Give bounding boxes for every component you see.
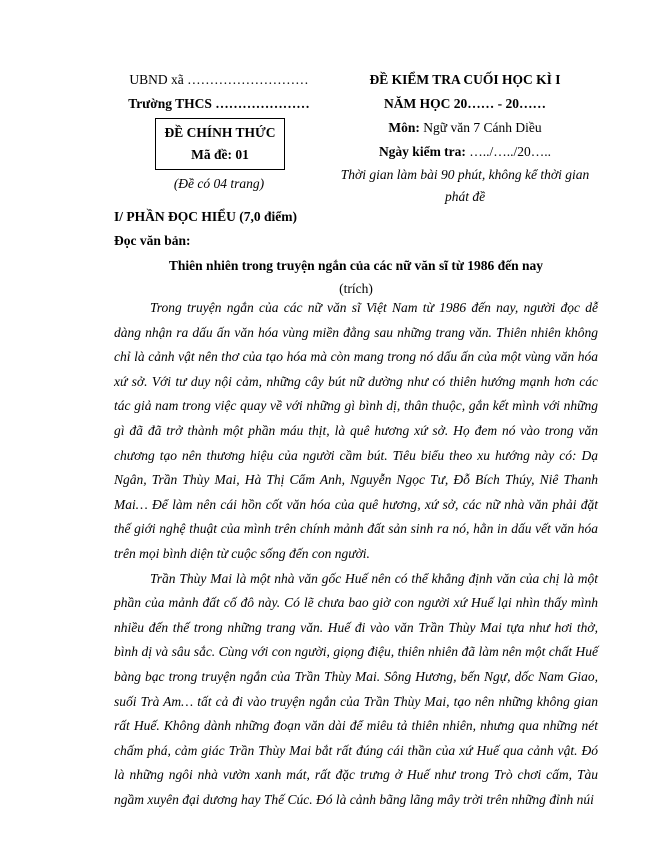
subject-value: Ngữ văn 7 Cánh Diều [419,120,542,135]
read-label: Đọc văn bản: [114,233,191,248]
essay-paragraph: Trần Thùy Mai là một nhà văn gốc Huế nên có thể khẳng định văn của chị là một phần của mảnh đất cố đô này. Có lẽ chưa bao giờ con người xứ Huế lại nhìn thấy mình nhiều đến thế trong những trang văn. Huế đi vào văn Trần Thùy Mai tựa như hơi thở, bình dị và sâu sắc. Cùng với con người, giọng điệu, thiên nhiên đã làm nên một chất Huế bàng bạc trong truyện ngắn của Trần Thùy Mai. Sông Hương, bến Ngự, dốc Nam Giao, suối Trà Am… tất cả đi vào truyện ngắn của Trần Thùy Mai, tạo nên những không gian rất Huế. Không dành những đoạn văn dài để miêu tả thiên nhiên, nhưng qua những nét chấm phá, cảm giác Trần Thùy Mai bắt rất đúng cái thần của xứ Huế qua cảnh vật. Đó là những ngôi nhà vườn xanh mát, rất đặc trưng ở Huế như trong Trò chơi cấm, Tàu ngầm xuyên đại dương hay Thế Cúc. Đó là cảnh bãng lãng mây trời trên những đỉnh núi [114,570,598,807]
official-label: ĐỀ CHÍNH THỨC [164,125,276,140]
date-line [330,140,600,164]
commune-line: UBND xã ……………………… [129,72,309,87]
exam-code: Mã đề: 01 [191,147,249,162]
essay-paragraph: Trong truyện ngắn của các nữ văn sĩ Việt Nam từ 1986 đến nay, người đọc dễ dàng nhận ra dấu ấn văn hóa vùng miền đằng sau những trang văn. Thiên nhiên không chỉ là cảnh vật nên thơ của tạo hóa mà còn mang trong nó dấu ấn của một vùng văn hóa xứ sở. Với tư duy nội cảm, những cây bút nữ dường như có thiên hướng mạnh hơn các tác giả nam trong việc quay về với những gì bình dị, thân thuộc, gắn kết mình với những gì đã đã trở thành một phần máu thịt, là quê hương xứ sở. Họ đem nó vào trong văn chương tạo nên thương hiệu của người cầm bút. Tiêu biểu theo xu hướng này có: Dạ Ngân, Trần Thùy Mai, Hà Thị Cẩm Anh, Nguyễn Ngọc Tư, Đỗ Bích Thúy, Niê Thanh Mai… Để làm nên cái hồn cốt văn hóa của quê hương, xứ sở, các nữ nhà văn phải đặt thế giới nghệ thuật của mình trên chính mảnh đất sản sinh ra nó, hằn in dấu vết văn hóa trên mọi bình diện từ cuộc sống đến con người. [114,300,598,561]
exam-title: ĐỀ KIỂM TRA CUỐI HỌC KÌ I [369,72,561,87]
time-note: Thời gian làm bài 90 phút, không kể thời gian phát đề [340,167,590,204]
school-line: Trường THCS ………………… [128,96,310,111]
header-left [103,68,335,116]
date-value: …../…../20….. [465,144,552,159]
date-key: Ngày kiểm tra: [378,144,466,159]
excerpt-note: (trích) [339,281,373,296]
section-title: I/ PHẦN ĐỌC HIỂU (7,0 điểm) [114,209,297,224]
header-right [330,68,600,208]
school-year: NĂM HỌC 20…… - 20…… [384,96,546,111]
essay-title: Thiên nhiên trong truyện ngắn của các nữ văn sĩ từ 1986 đến nay [168,258,544,273]
subject-key: Môn: [388,120,420,135]
essay-body [114,296,598,812]
pages-note: (Đề có 04 trang) [173,176,265,191]
subject-line [330,116,600,140]
official-exam-box [155,118,285,170]
